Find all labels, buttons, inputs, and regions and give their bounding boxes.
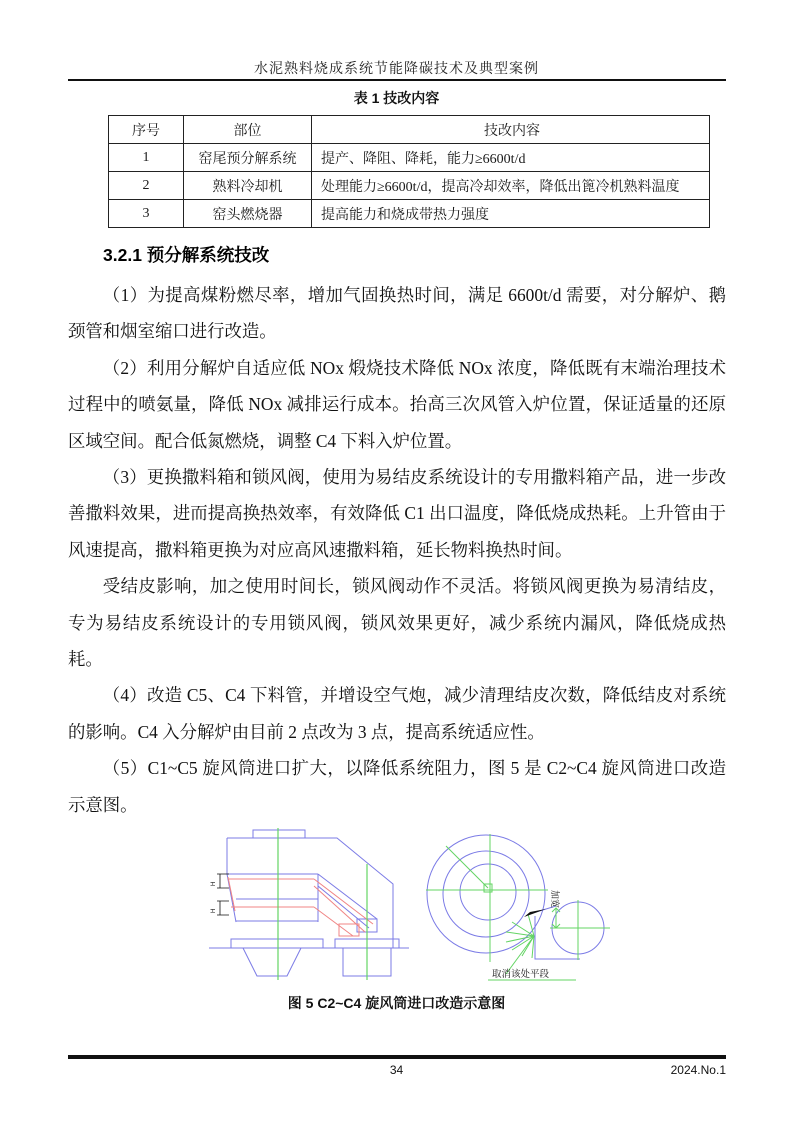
table-header-cell: 序号: [109, 116, 184, 144]
cancel-flat-section-label: 取消该处平段: [492, 969, 550, 980]
paragraph: （5）C1~C5 旋风筒进口扩大，以降低系统阻力，图 5 是 C2~C4 旋风筒进口改造示意图。: [68, 758, 726, 815]
dimension-label: H: [211, 908, 217, 913]
body-text-block: [68, 277, 726, 822]
table-row: [109, 172, 710, 200]
widen-label: 加宽: [550, 890, 560, 909]
table-cell-part: 窑尾预分解系统: [184, 144, 312, 172]
table-cell-content: 提产、降阻、降耗，能力≥6600t/d: [312, 144, 710, 172]
table-header-cell: 部位: [184, 116, 312, 144]
page-header-title: 水泥熟料烧成系统节能降碳技术及典型案例: [254, 62, 539, 77]
figure-5: [68, 820, 726, 992]
dimension-marks: [217, 874, 229, 915]
issue-label: 2024.No.1: [670, 1063, 726, 1077]
table-cell-part: 熟料冷却机: [184, 172, 312, 200]
paragraph: （2）利用分解炉自适应低 NOx 煅烧技术降低 NOx 浓度，降低既有末端治理技术过程中的喷氨量，降低 NOx 减排运行成本。抬高三次风管入炉位置，保证适量的还原区域空间。配合低氮燃烧，调整 C4 下料入炉位置。: [68, 357, 726, 451]
footer-rule: [68, 1055, 726, 1059]
figure-caption: 图 5 C2~C4 旋风筒进口改造示意图: [287, 995, 506, 1011]
paragraph: （3）更换撒料箱和锁风阀，使用为易结皮系统设计的专用撒料箱产品，进一步改善撒料效果，进而提高换热效率，有效降低 C1 出口温度，降低烧成热耗。上升管由于风速提高，撒料箱更换为对应高风速撒料箱，延长物料换热时间。: [68, 467, 726, 560]
table-header-cell: 技改内容: [312, 116, 710, 144]
table-cell-content: 提高能力和烧成带热力强度: [312, 200, 710, 228]
blue-outline: [209, 830, 409, 976]
header-rule: [68, 79, 726, 81]
table-cell-part: 窑头燃烧器: [184, 200, 312, 228]
green-centerlines: [426, 834, 610, 980]
table-cell-index: 1: [109, 144, 184, 172]
paragraph: 受结皮影响，加之使用时间长，锁风阀动作不灵活。将锁风阀更换为易清结皮，专为易结皮系统设计的专用锁风阀，锁风效果更好，减少系统内漏风，降低烧成热耗。: [68, 576, 726, 670]
paragraph: （1）为提高煤粉燃尽率，增加气固换热时间，满足 6600t/d 需要，对分解炉、鹅颈管和烟室缩口进行改造。: [68, 285, 726, 342]
cyclone-plan-view-drawing: [418, 828, 673, 990]
paragraph: （4）改造 C5、C4 下料管，并增设空气炮，减少清理结皮次数，降低结皮对系统的影响。C4 入分解炉由目前 2 点改为 3 点，提高系统适应性。: [68, 685, 726, 742]
table-cell-index: 2: [109, 172, 184, 200]
table-title: 表 1 技改内容: [353, 90, 440, 106]
table-cell-content: 处理能力≥6600t/d，提高冷却效率，降低出篦冷机熟料温度: [312, 172, 710, 200]
section-heading: 3.2.1 预分解系统技改: [103, 245, 270, 265]
table-row: [109, 200, 710, 228]
table-header-row: [109, 116, 710, 144]
green-centerlines: [278, 828, 367, 980]
red-modification-lines: [228, 877, 373, 936]
table-cell-index: 3: [109, 200, 184, 228]
cyclone-side-view-drawing: [181, 822, 416, 990]
page-number: 34: [389, 1063, 404, 1077]
table-row: [109, 144, 710, 172]
dimension-label: H: [211, 881, 217, 886]
tech-modification-table: [108, 115, 710, 228]
